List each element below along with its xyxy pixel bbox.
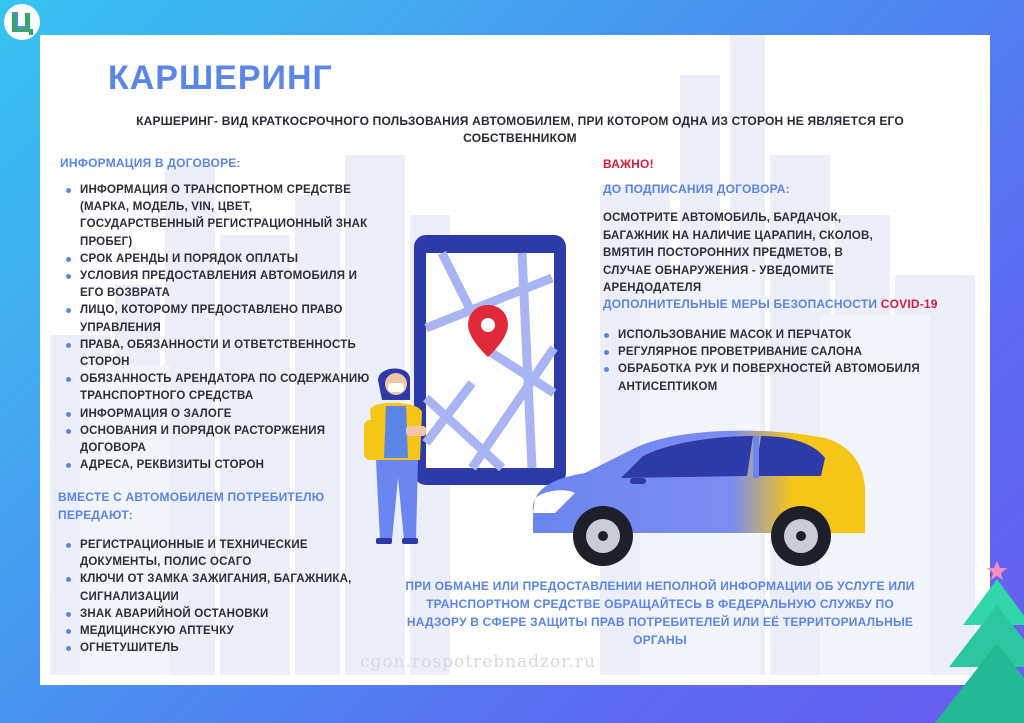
handover-list (54, 537, 364, 657)
before-signing-heading: ДО ПОДПИСАНИЯ ДОГОВОРА: (603, 182, 790, 196)
page-title: КАРШЕРИНГ (108, 59, 333, 97)
covid-label: COVID-19 (880, 297, 938, 311)
list-item: ЗНАК АВАРИЙНОЙ ОСТАНОВКИ (54, 606, 364, 623)
page-subtitle: КАРШЕРИНГ- ВИД КРАТКОСРОЧНОГО ПОЛЬЗОВАНИЯ АВТОМОБИЛЕМ, ПРИ КОТОРОМ ОДНА ИЗ СТОРОН НЕ ЯВЛЯЕТСЯ ЕГО СОБСТВЕННИКОМ (136, 114, 904, 145)
list-item: РЕГУЛЯРНОЕ ПРОВЕТРИВАНИЕ САЛОНА (592, 344, 932, 361)
cgon-logo-icon (4, 4, 40, 40)
list-item: УСЛОВИЯ ПРЕДОСТАВЛЕНИЯ АВТОМОБИЛЯ И ЕГО ВОЗВРАТА (54, 268, 374, 302)
contract-heading: ИНФОРМАЦИЯ В ДОГОВОРЕ: (60, 156, 241, 170)
car-wheel-icon (771, 506, 831, 566)
car-wheel-icon (573, 506, 633, 566)
list-item: ИНФОРМАЦИЯ О ТРАНСПОРТНОМ СРЕДСТВЕ (МАРКА, МОДЕЛЬ, VIN, ЦВЕТ, ГОСУДАРСТВЕННЫЙ РЕГИСТРАЦИОННЫЙ ЗНАК ПРОБЕГ) (54, 182, 374, 251)
covid-heading-row (603, 297, 938, 311)
list-item: МЕДИЦИНСКУЮ АПТЕЧКУ (54, 623, 364, 640)
handover-heading: ВМЕСТЕ С АВТОМОБИЛЕМ ПОТРЕБИТЕЛЮ ПЕРЕДАЮТ: (58, 490, 325, 522)
list-item: КЛЮЧИ ОТ ЗАМКА ЗАЖИГАНИЯ, БАГАЖНИКА, СИГНАЛИЗАЦИИ (54, 571, 364, 605)
car-illustration (525, 418, 870, 568)
site-watermark[interactable]: cgon.rospotrebnadzor.ru (360, 652, 596, 672)
list-item: ЛИЦО, КОТОРОМУ ПРЕДОСТАВЛЕНО ПРАВО УПРАВЛЕНИЯ (54, 302, 374, 336)
list-item: ОГНЕТУШИТЕЛЬ (54, 640, 364, 657)
list-item: ОСНОВАНИЯ И ПОРЯДОК РАСТОРЖЕНИЯ ДОГОВОРА (54, 423, 374, 457)
list-item: АДРЕСА, РЕКВИЗИТЫ СТОРОН (54, 457, 374, 474)
list-item: ОБРАБОТКА РУК И ПОВЕРХНОСТЕЙ АВТОМОБИЛЯ АНТИСЕПТИКОМ (592, 361, 932, 395)
covid-list (592, 327, 932, 396)
contract-list (54, 182, 374, 474)
christmas-tree-icon (935, 555, 1024, 723)
complaint-note: ПРИ ОБМАНЕ ИЛИ ПРЕДОСТАВЛЕНИИ НЕПОЛНОЙ ИНФОРМАЦИИ ОБ УСЛУГЕ ИЛИ ТРАНСПОРТНОМ СРЕДСТВЕ ОБРАЩАЙТЕСЬ В ФЕДЕРАЛЬНУЮ СЛУЖБУ ПО НАДЗОРУ В СФЕРЕ ЗАЩИТЫ ПРАВ ПОТРЕБИТЕЛЕЙ ИЛИ ЕЁ ТЕРРИТОРИАЛЬНЫЕ ОРГАНЫ (405, 579, 915, 647)
list-item: ПРАВА, ОБЯЗАННОСТИ И ОТВЕТСТВЕННОСТЬ СТОРОН (54, 337, 374, 371)
covid-heading: ДОПОЛНИТЕЛЬНЫЕ МЕРЫ БЕЗОПАСНОСТИ (603, 297, 878, 311)
list-item: ИНФОРМАЦИЯ О ЗАЛОГЕ (54, 406, 374, 423)
list-item: РЕГИСТРАЦИОННЫЕ И ТЕХНИЧЕСКИЕ ДОКУМЕНТЫ, ПОЛИС ОСАГО (54, 537, 364, 571)
list-item: СРОК АРЕНДЫ И ПОРЯДОК ОПЛАТЫ (54, 251, 374, 268)
poster-card (40, 35, 990, 685)
before-signing-text: ОСМОТРИТЕ АВТОМОБИЛЬ, БАРДАЧОК, БАГАЖНИК НА НАЛИЧИЕ ЦАРАПИН, СКОЛОВ, ВМЯТИН ПОСТОРОННИХ ПРЕДМЕТОВ, В СЛУЧАЕ ОБНАРУЖЕНИЯ - УВЕДОМИТЕ АРЕНДОДАТЕЛЯ (603, 212, 873, 294)
important-label: ВАЖНО! (603, 157, 654, 171)
person-with-phone-illustration (358, 360, 438, 550)
list-item: ОБЯЗАННОСТЬ АРЕНДАТОРА ПО СОДЕРЖАНИЮ ТРАНСПОРТНОГО СРЕДСТВА (54, 371, 374, 405)
list-item: ИСПОЛЬЗОВАНИЕ МАСОК И ПЕРЧАТОК (592, 327, 932, 344)
